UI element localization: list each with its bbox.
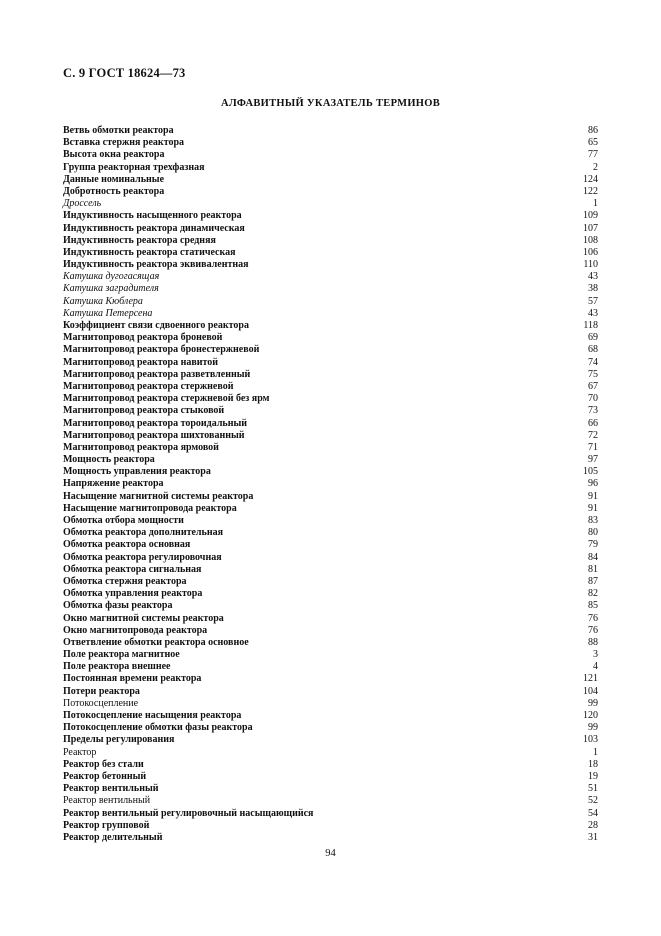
- index-page-ref: 81: [588, 563, 598, 575]
- index-entry: [63, 515, 598, 527]
- index-term: Окно магнитопровода реактора: [63, 624, 208, 636]
- index-entry: [63, 223, 598, 235]
- index-entry: [63, 162, 598, 174]
- index-page-ref: 79: [588, 539, 598, 551]
- index-page-ref: 107: [583, 222, 598, 234]
- index-entry: [63, 418, 598, 430]
- index-page-ref: 71: [588, 441, 598, 453]
- index-page-ref: 69: [588, 332, 598, 344]
- index-entry: [63, 783, 598, 795]
- index-entry: [63, 734, 598, 746]
- index-term: Насыщение магнитопровода реактора: [63, 502, 237, 514]
- index-entry: [63, 698, 598, 710]
- index-entry: [63, 308, 598, 320]
- index-page-ref: 76: [588, 612, 598, 624]
- index-entry: [63, 832, 598, 844]
- index-term: Постоянная времени реактора: [63, 673, 202, 685]
- index-page-ref: 124: [583, 173, 598, 185]
- index-term: Обмотка фазы реактора: [63, 600, 173, 612]
- index-entry: [63, 564, 598, 576]
- index-entry: [63, 381, 598, 393]
- index-entry: [63, 137, 598, 149]
- index-entry: [63, 722, 598, 734]
- index-term: Потокосцепление насыщения реактора: [63, 710, 242, 721]
- index-term: Обмотка управления реактора: [63, 588, 203, 600]
- index-entry: [63, 296, 598, 308]
- index-term: Мощность управления реактора: [63, 466, 211, 478]
- index-entry: [63, 405, 598, 417]
- index-term: Обмотка стержня реактора: [63, 575, 187, 587]
- index-term: Мощность реактора: [63, 454, 155, 466]
- index-entry: [63, 332, 598, 344]
- index-page-ref: 2: [593, 161, 598, 173]
- index-page-ref: 70: [588, 393, 598, 405]
- index-page-ref: 84: [588, 551, 598, 563]
- index-page-ref: 121: [583, 673, 598, 685]
- index-page-ref: 91: [588, 502, 598, 514]
- index-entry: [63, 759, 598, 771]
- index-entry: [63, 613, 598, 625]
- index-entry: [63, 393, 598, 405]
- index-entry: [63, 186, 598, 198]
- index-term: Добротность реактора: [63, 185, 165, 197]
- index-term: Магнитопровод реактора бронестержневой: [63, 344, 260, 356]
- index-page-ref: 88: [588, 636, 598, 648]
- index-entry: [63, 174, 598, 186]
- index-term: Индуктивность реактора эквивалентная: [63, 259, 249, 271]
- page-header: С. 9 ГОСТ 18624—73: [63, 66, 186, 80]
- index-entry: [63, 637, 598, 649]
- index-term: Вставка стержня реактора: [63, 137, 185, 149]
- index-term: Индуктивность реактора динамическая: [63, 222, 245, 234]
- index-term: Магнитопровод реактора стержневой: [63, 380, 234, 392]
- index-page-ref: 65: [588, 137, 598, 149]
- index-entry: [63, 808, 598, 820]
- index-page-ref: 83: [588, 515, 598, 526]
- index-entry: [63, 357, 598, 369]
- index-entry: [63, 576, 598, 588]
- index-page-ref: 1: [593, 746, 598, 758]
- index-term: Магнитопровод реактора шихтованный: [63, 429, 245, 441]
- index-term: Реактор бетонный: [63, 770, 147, 782]
- index-entry: [63, 527, 598, 539]
- index-entry: [63, 235, 598, 247]
- index-term: Индуктивность реактора средняя: [63, 234, 216, 246]
- index-term: Коэффициент связи сдвоенного реактора: [63, 320, 249, 331]
- index-term: Обмотка отбора мощности: [63, 515, 184, 526]
- index-entry: [63, 771, 598, 783]
- index-entry: [63, 125, 598, 137]
- index-entry: [63, 503, 598, 515]
- index-page-ref: 85: [588, 600, 598, 612]
- index-term: Реактор вентильный: [63, 783, 159, 795]
- index-page-ref: 18: [588, 758, 598, 770]
- index-page-ref: 76: [588, 624, 598, 636]
- index-term: Катушка Кюблера: [63, 295, 143, 307]
- index-term: Реактор делительный: [63, 831, 163, 843]
- term-index-list: [63, 125, 598, 844]
- index-entry: [63, 259, 598, 271]
- index-page-ref: 51: [588, 783, 598, 795]
- index-entry: [63, 247, 598, 259]
- index-page-ref: 91: [588, 490, 598, 502]
- index-term: Насыщение магнитной системы реактора: [63, 490, 254, 502]
- index-term: Обмотка реактора сигнальная: [63, 563, 202, 575]
- index-term: Катушка дугогасящая: [63, 271, 160, 283]
- index-entry: [63, 442, 598, 454]
- index-entry: [63, 283, 598, 295]
- index-page-ref: 68: [588, 344, 598, 356]
- index-term: Обмотка реактора дополнительная: [63, 527, 223, 539]
- index-page-ref: 73: [588, 405, 598, 417]
- index-entry: [63, 454, 598, 466]
- index-entry: [63, 747, 598, 759]
- index-page-ref: 3: [593, 649, 598, 661]
- index-page-ref: 54: [588, 807, 598, 819]
- index-term: Поле реактора внешнее: [63, 661, 171, 673]
- index-entry: [63, 820, 598, 832]
- index-entry: [63, 271, 598, 283]
- index-page-ref: 97: [588, 454, 598, 466]
- index-term: Высота окна реактора: [63, 149, 165, 161]
- index-term: Напряжение реактора: [63, 478, 164, 490]
- index-entry: [63, 661, 598, 673]
- index-page-ref: 109: [583, 210, 598, 222]
- index-entry: [63, 320, 598, 332]
- index-page-ref: 4: [593, 661, 598, 673]
- index-term: Окно магнитной системы реактора: [63, 612, 224, 624]
- index-term: Реактор групповой: [63, 819, 150, 831]
- index-term: Магнитопровод реактора ярмовой: [63, 441, 219, 453]
- index-page-ref: 80: [588, 527, 598, 539]
- index-page-ref: 38: [588, 283, 598, 295]
- index-entry: [63, 710, 598, 722]
- index-page-ref: 96: [588, 478, 598, 490]
- index-page-ref: 108: [583, 234, 598, 246]
- index-term: Реактор вентильный регулировочный насыщающийся: [63, 807, 314, 819]
- index-page-ref: 72: [588, 429, 598, 441]
- index-term: Потокосцепление: [63, 697, 139, 709]
- index-page-ref: 106: [583, 246, 598, 258]
- index-term: Индуктивность насыщенного реактора: [63, 210, 242, 222]
- index-term: Реактор вентильный: [63, 795, 151, 807]
- index-entry: [63, 369, 598, 381]
- index-page-ref: 57: [588, 295, 598, 307]
- index-term: Ветвь обмотки реактора: [63, 125, 174, 136]
- index-page-ref: 19: [588, 770, 598, 782]
- page-number: 94: [325, 848, 336, 859]
- index-entry: [63, 539, 598, 551]
- index-entry: [63, 466, 598, 478]
- index-page-ref: 110: [583, 259, 598, 271]
- index-entry: [63, 149, 598, 161]
- index-term: Поле реактора магнитное: [63, 649, 180, 661]
- index-page-ref: 99: [588, 697, 598, 709]
- index-page-ref: 86: [588, 125, 598, 136]
- index-entry: [63, 673, 598, 685]
- index-term: Обмотка реактора регулировочная: [63, 551, 222, 563]
- index-term: Дроссель: [63, 198, 102, 210]
- index-term: Катушка заградителя: [63, 283, 159, 295]
- index-entry: [63, 210, 598, 222]
- index-page-ref: 52: [588, 795, 598, 807]
- index-term: Магнитопровод реактора стержневой без ярм: [63, 393, 270, 405]
- index-page-ref: 118: [583, 320, 598, 331]
- index-page-ref: 43: [588, 307, 598, 319]
- index-term: Магнитопровод реактора стыковой: [63, 405, 225, 417]
- index-term: Магнитопровод реактора броневой: [63, 332, 223, 344]
- index-term: Магнитопровод реактора навитой: [63, 356, 219, 368]
- index-term: Потери реактора: [63, 685, 140, 697]
- index-page-ref: 43: [588, 271, 598, 283]
- index-entry: [63, 686, 598, 698]
- index-page-ref: 122: [583, 185, 598, 197]
- index-page-ref: 31: [588, 831, 598, 843]
- index-entry: [63, 625, 598, 637]
- index-entry: [63, 430, 598, 442]
- index-entry: [63, 552, 598, 564]
- index-page-ref: 66: [588, 417, 598, 429]
- index-term: Группа реакторная трехфазная: [63, 161, 205, 173]
- index-page-ref: 1: [593, 198, 598, 210]
- index-page-ref: 82: [588, 588, 598, 600]
- index-term: Индуктивность реактора статическая: [63, 246, 236, 258]
- index-term: Ответвление обмотки реактора основное: [63, 636, 249, 648]
- index-entry: [63, 491, 598, 503]
- index-page-ref: 67: [588, 380, 598, 392]
- index-term: Магнитопровод реактора разветвленный: [63, 368, 251, 380]
- index-page-ref: 74: [588, 356, 598, 368]
- index-entry: [63, 649, 598, 661]
- index-entry: [63, 344, 598, 356]
- index-term: Обмотка реактора основная: [63, 539, 191, 551]
- index-page-ref: 77: [588, 149, 598, 161]
- index-page-ref: 75: [588, 368, 598, 380]
- index-term: Реактор: [63, 746, 97, 758]
- index-page-ref: 87: [588, 575, 598, 587]
- index-page-ref: 105: [583, 466, 598, 478]
- index-entry: [63, 478, 598, 490]
- index-page-ref: 104: [583, 685, 598, 697]
- index-term: Реактор без стали: [63, 758, 144, 770]
- index-entry: [63, 198, 598, 210]
- index-entry: [63, 795, 598, 807]
- index-term: Данные номинальные: [63, 173, 165, 185]
- index-page-ref: 99: [588, 722, 598, 734]
- index-term: Магнитопровод реактора тороидальный: [63, 417, 248, 429]
- index-entry: [63, 600, 598, 612]
- index-term: Пределы регулирования: [63, 734, 175, 746]
- index-title: АЛФАВИТНЫЙ УКАЗАТЕЛЬ ТЕРМИНОВ: [220, 98, 441, 109]
- index-entry: [63, 588, 598, 600]
- index-term: Потокосцепление обмотки фазы реактора: [63, 722, 253, 734]
- index-page-ref: 103: [583, 734, 598, 746]
- index-page-ref: 120: [583, 710, 598, 721]
- index-term: Катушка Петерсена: [63, 307, 153, 319]
- index-page-ref: 28: [588, 819, 598, 831]
